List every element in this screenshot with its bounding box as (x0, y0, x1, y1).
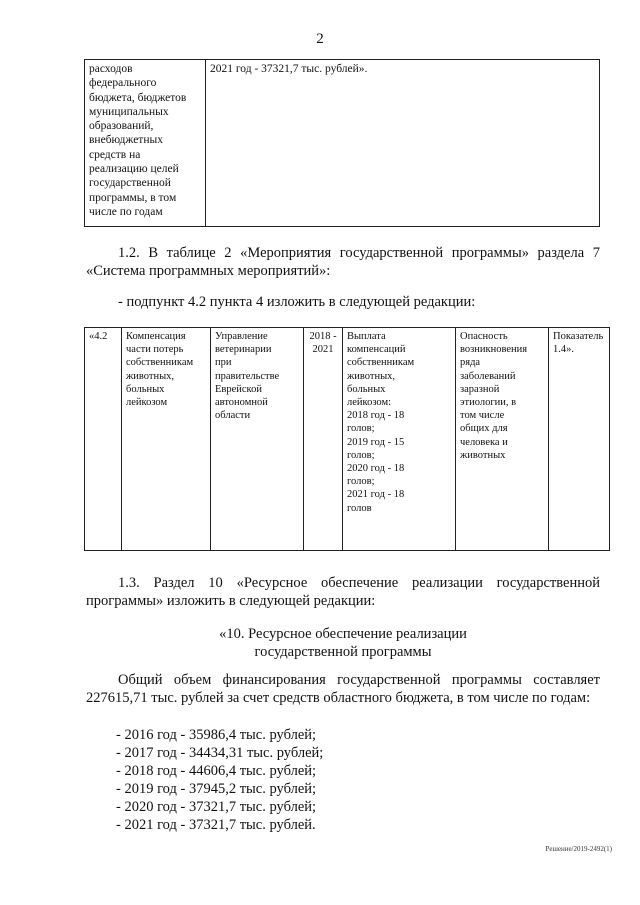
funding-year-item: - 2016 год - 35986,4 тыс. рублей; (116, 727, 317, 743)
paragraph-subpoint-4-2: - подпункт 4.2 пункта 4 изложить в следующей редакции: (118, 294, 476, 310)
funding-label-line: государственной (89, 177, 171, 190)
measure-result-line: больных (347, 383, 386, 395)
measure-executor-line: автономной (215, 397, 268, 409)
measure-name-line: больных (126, 383, 165, 395)
measure-risk-line: заболеваний (460, 370, 516, 382)
funding-label-line: образований, (89, 120, 154, 133)
measure-executor-line: при (215, 357, 232, 369)
measure-indicator-line: 1.4». (553, 344, 574, 356)
measure-executor-line: Управление (215, 331, 268, 342)
measure-executor-line: правительстве (215, 370, 280, 382)
measure-executor-line: ветеринарии (215, 344, 272, 356)
funding-value-cell (206, 60, 600, 227)
measure-result-line: 2019 год - 15 (347, 436, 405, 448)
measure-risk-line: заразной (460, 383, 500, 395)
measure-result-line: 2018 год - 18 (347, 410, 405, 422)
funding-value-text: 2021 год - 37321,7 тыс. рублей». (210, 63, 368, 75)
measure-name-line: части потерь (126, 344, 184, 356)
measure-number-cell (85, 328, 122, 551)
measure-risk-line: человека и (460, 436, 508, 448)
funding-label-line: средств на (89, 148, 141, 161)
measure-period-line: 2018 - (309, 331, 337, 342)
measure-risk-line: возникновения (460, 344, 528, 356)
measure-name-line: лейкозом (126, 397, 168, 409)
measure-result-line: Выплата (347, 331, 386, 342)
measure-name-line: Компенсация (126, 331, 186, 342)
measure-period-line: 2021 (312, 344, 334, 356)
funding-label-line: расходов (89, 63, 133, 75)
measure-risk-line: том числе (460, 410, 505, 422)
funding-label-line: внебюджетных (89, 134, 163, 147)
measure-period-cell (304, 328, 343, 551)
funding-year-item: - 2019 год - 37945,2 тыс. рублей; (116, 781, 317, 797)
paragraph-1-2: 1.2. В таблице 2 «Мероприятия государственной программы» раздела 7 «Система программных мероприятий»: (86, 245, 600, 279)
measure-result-line: голов; (347, 449, 375, 461)
measure-indicator-line: Показатель (553, 331, 604, 342)
funding-label-cell (85, 60, 206, 227)
measure-name-cell (122, 328, 211, 551)
section-heading-line: государственной программы (254, 644, 432, 660)
measure-result-line: лейкозом: (347, 397, 392, 409)
measures-table-fragment (84, 327, 610, 551)
page-number: 2 (316, 31, 324, 47)
measure-name-line: животных, (126, 370, 175, 382)
funding-label-line: программы, в том (89, 191, 177, 204)
measure-risk-line: общих для (460, 423, 508, 435)
measure-result-line: голов; (347, 423, 375, 435)
funding-year-item: - 2017 год - 34434,31 тыс. рублей; (116, 745, 324, 761)
measure-risk-line: Опасность (460, 331, 508, 342)
measure-executor-cell (211, 328, 304, 551)
document-footer-id: Решение/2019-2492(1) (545, 845, 612, 853)
paragraph-1-3: 1.3. Раздел 10 «Ресурсное обеспечение реализации государственной программы» изложить в следующей редакции: (86, 575, 600, 609)
measure-result-line: голов (347, 502, 372, 514)
section-heading-line: «10. Ресурсное обеспечение реализации (219, 626, 467, 642)
measure-result-cell (343, 328, 456, 551)
funding-label-line: бюджета, бюджетов (89, 91, 187, 104)
measure-name-line: собственникам (126, 357, 194, 369)
measure-risk-line: этиологии, в (460, 397, 517, 409)
measure-result-line: собственникам (347, 357, 415, 369)
funding-year-item: - 2021 год - 37321,7 тыс. рублей. (116, 817, 316, 833)
funding-year-item: - 2020 год - 37321,7 тыс. рублей; (116, 799, 317, 815)
funding-table-fragment (84, 59, 600, 227)
section-10-heading (86, 625, 600, 661)
funding-label-line: реализацию целей (89, 163, 179, 176)
measure-risk-line: животных (460, 449, 506, 461)
measure-risk-line: ряда (460, 357, 481, 369)
measure-result-line: 2021 год - 18 (347, 489, 405, 501)
funding-label-line: числе по годам (89, 205, 163, 218)
measure-result-line: компенсаций (347, 344, 406, 356)
measure-result-line: 2020 год - 18 (347, 463, 405, 475)
paragraph-total-funding: Общий объем финансирования государственной программы составляет 227615,71 тыс. рублей за счет средств областного бюджета, в том числе по годам: (86, 672, 600, 706)
measure-number: «4.2 (89, 331, 108, 342)
measure-indicator-cell (549, 328, 610, 551)
measure-executor-line: области (215, 410, 251, 422)
funding-year-item: - 2018 год - 44606,4 тыс. рублей; (116, 763, 317, 779)
measure-executor-line: Еврейской (215, 383, 262, 395)
funding-label-line: федерального (89, 77, 157, 90)
measure-result-line: голов; (347, 476, 375, 488)
measure-risk-cell (456, 328, 549, 551)
funding-label-line: муниципальных (89, 105, 169, 118)
measure-result-line: животных, (347, 370, 396, 382)
